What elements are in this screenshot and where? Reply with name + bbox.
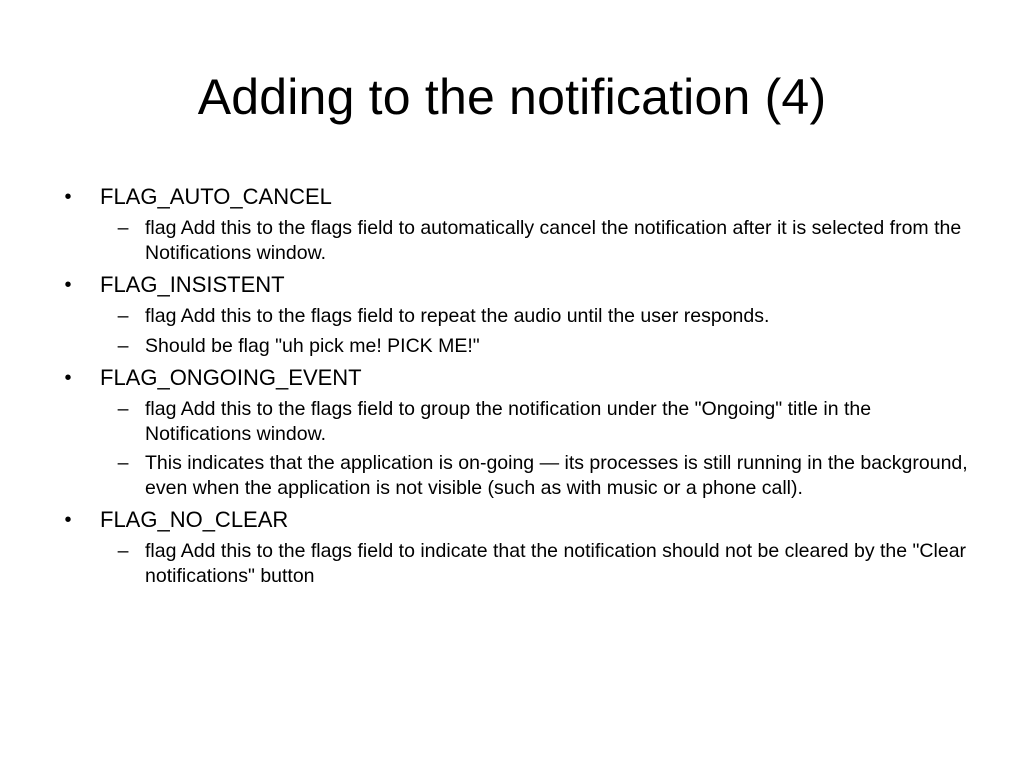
slide-content xyxy=(58,183,978,588)
dash-icon: – xyxy=(117,398,129,420)
sub-text: flag Add this to the flags field to automatically cancel the notification after it is selected from the Notifications window. xyxy=(145,217,962,264)
sub-item xyxy=(58,304,978,329)
slide-title: Adding to the notification (4) xyxy=(197,69,827,125)
dash-icon: – xyxy=(117,540,129,562)
bullet-label: FLAG_NO_CLEAR xyxy=(100,507,289,532)
sub-text: flag Add this to the flags field to repeat the audio until the user responds. xyxy=(145,305,770,327)
bullet-item xyxy=(58,271,978,299)
dash-icon: – xyxy=(117,334,129,357)
sub-text: This indicates that the application is on-going — its processes is still running in the background, even when the application is not visible (such as with music or a phone call). xyxy=(145,452,968,499)
sub-item xyxy=(58,397,978,446)
dash-icon: – xyxy=(117,217,129,239)
sub-text: flag Add this to the flags field to group the notification under the "Ongoing" title in the Notifications window. xyxy=(145,398,872,445)
sub-text: flag Add this to the flags field to indicate that the notification should not be cleared by the "Clear notifications" button xyxy=(145,540,967,587)
dash-icon: – xyxy=(117,305,129,327)
bullet-dot-icon: • xyxy=(64,274,72,296)
bullet-item xyxy=(58,364,978,392)
sub-item xyxy=(58,451,978,500)
bullet-item xyxy=(58,183,978,211)
bullet-item xyxy=(58,506,978,534)
bullet-label: FLAG_ONGOING_EVENT xyxy=(100,365,362,390)
sub-text: Should be flag "uh pick me! PICK ME!" xyxy=(145,334,480,357)
bullet-dot-icon: • xyxy=(64,367,72,389)
sub-item xyxy=(58,216,978,265)
bullet-label: FLAG_INSISTENT xyxy=(100,272,285,297)
dash-icon: – xyxy=(117,452,129,474)
bullet-label: FLAG_AUTO_CANCEL xyxy=(100,184,332,209)
bullet-dot-icon: • xyxy=(64,186,72,208)
sub-item xyxy=(58,334,978,359)
bullet-dot-icon: • xyxy=(64,509,72,531)
sub-item xyxy=(58,539,978,588)
